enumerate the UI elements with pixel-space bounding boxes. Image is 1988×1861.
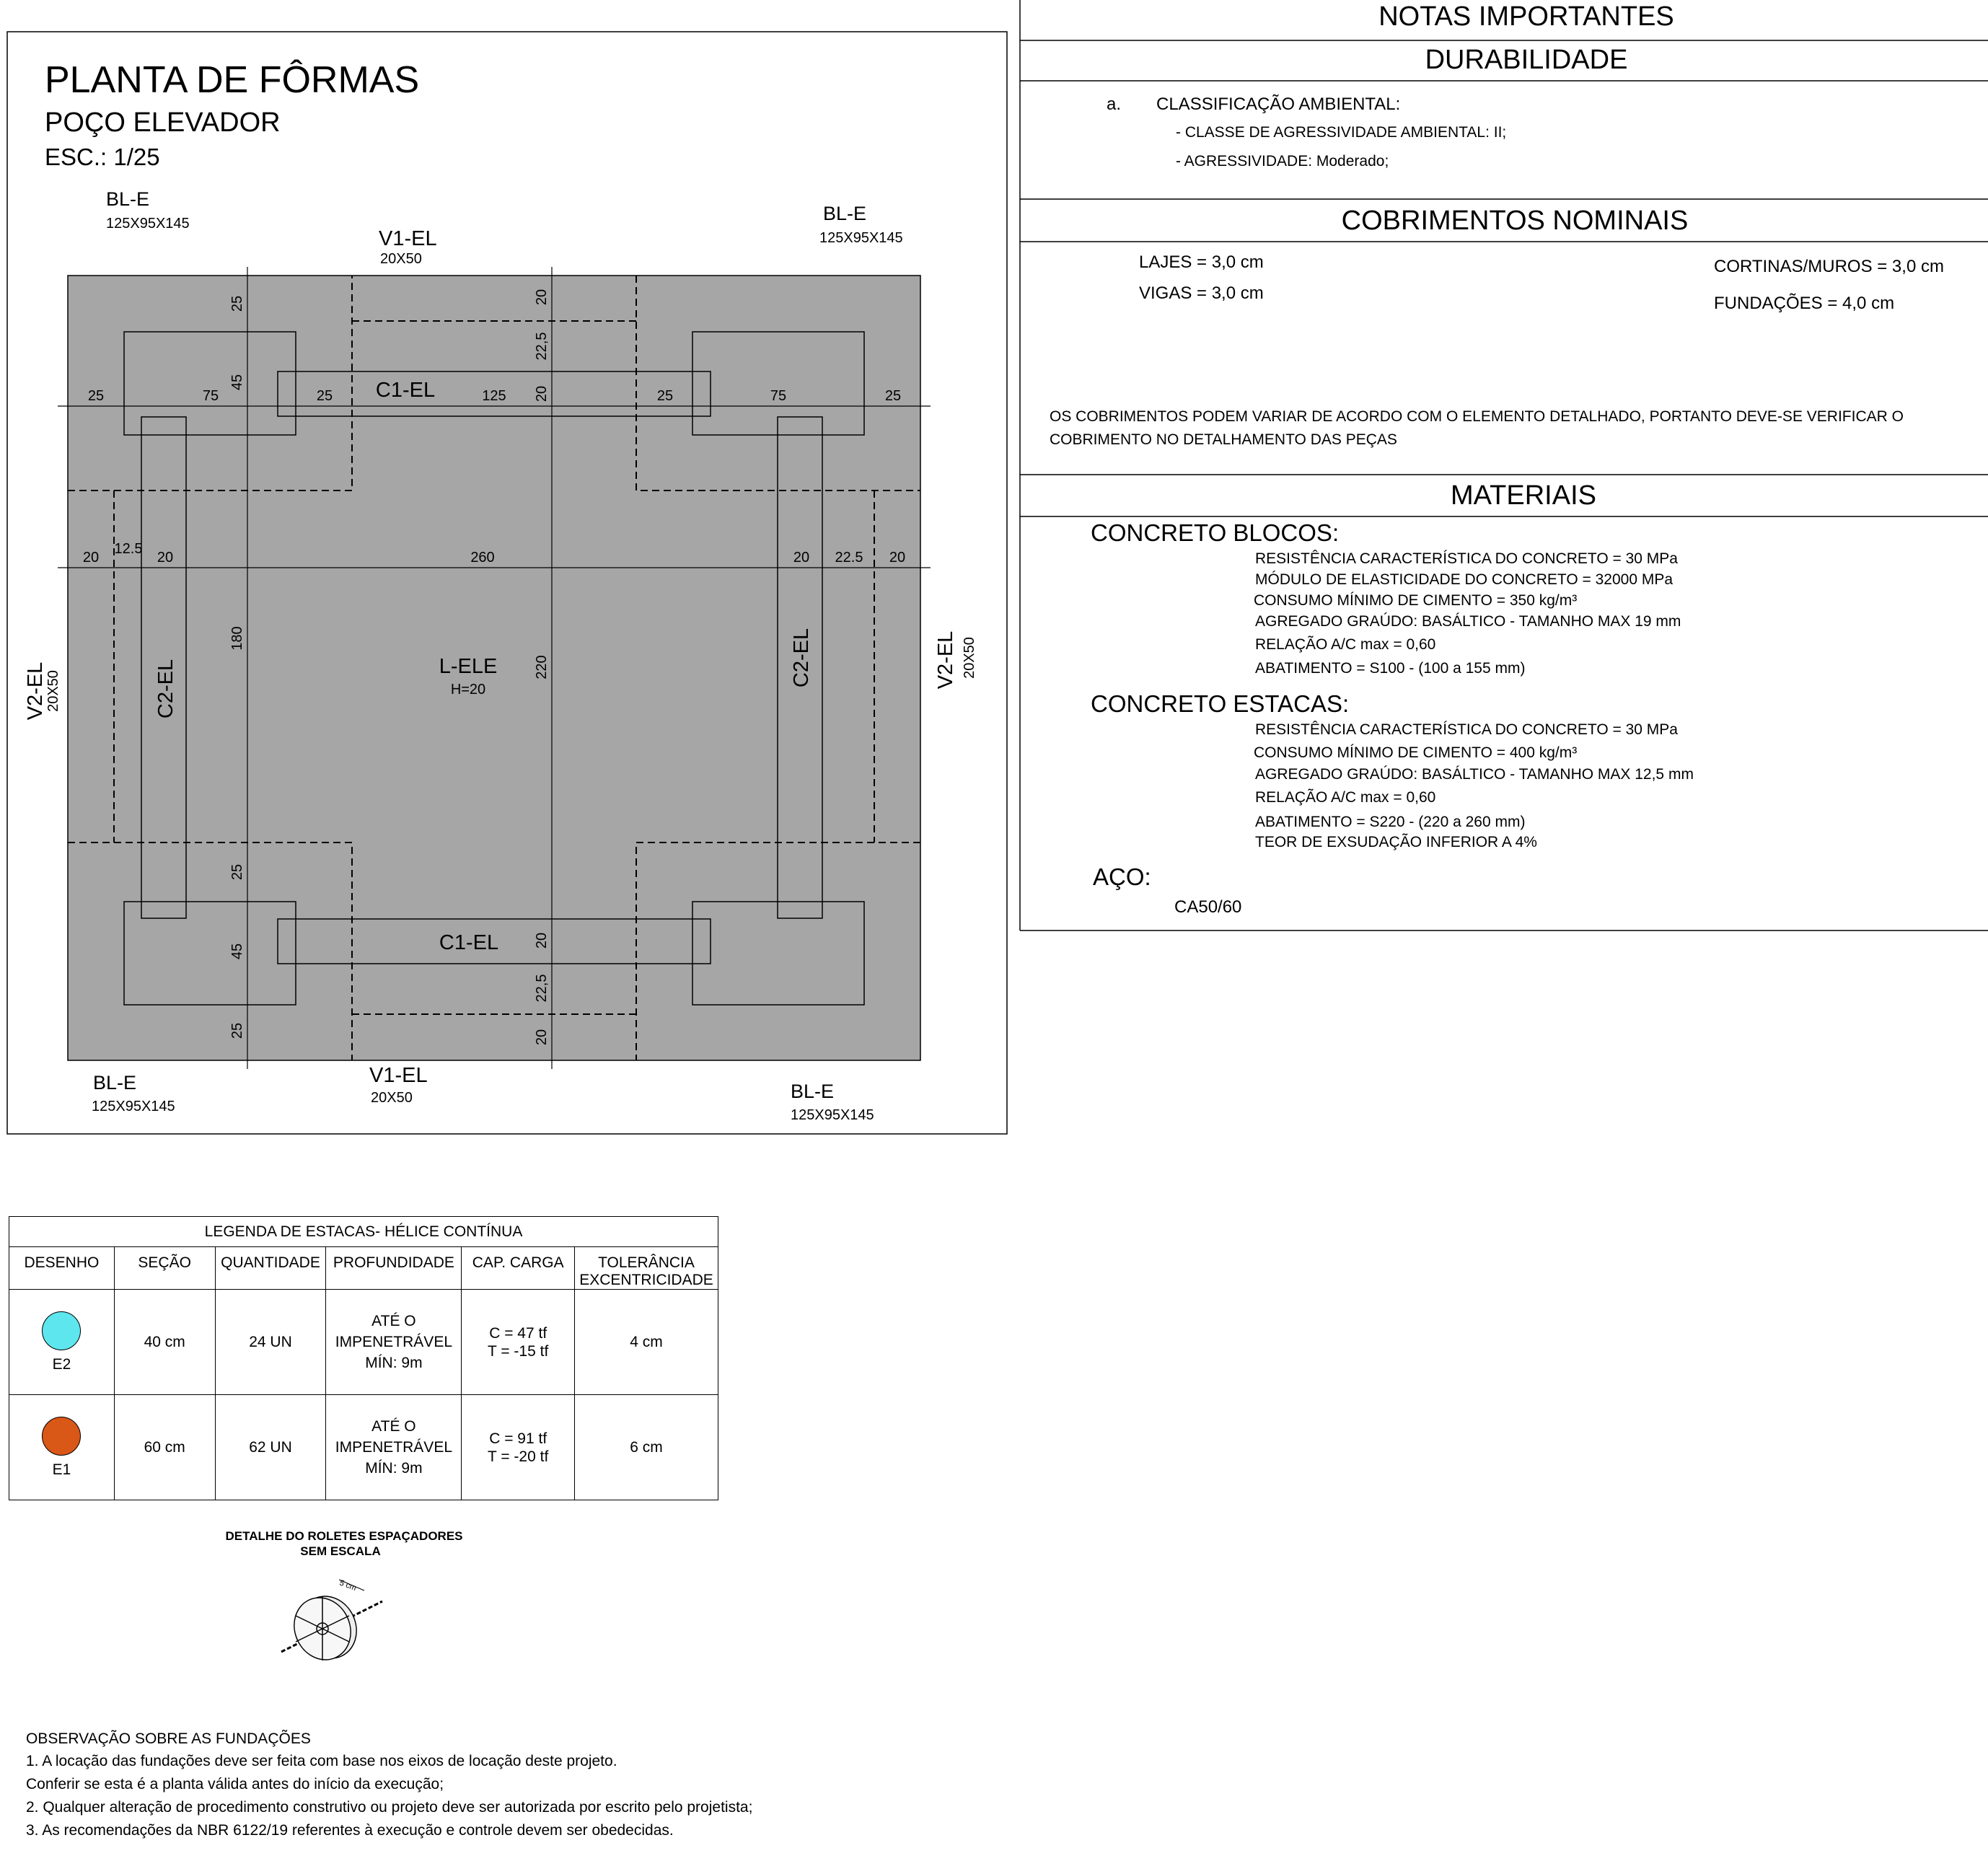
slab-height: H=20 xyxy=(450,682,486,698)
durability-line: - CLASSE DE AGRESSIVIDADE AMBIENTAL: II; xyxy=(1176,124,1507,141)
dim-text: 20 xyxy=(534,385,550,402)
observation-line: 2. Qualquer alteração de procedimento construtivo ou projeto deve ser autorizada por escrito pelo projetista; xyxy=(26,1799,753,1816)
durability-letter: a. xyxy=(1107,94,1122,114)
legend-header: PROFUNDIDADE xyxy=(326,1247,462,1290)
durability-heading: DURABILIDADE xyxy=(1425,45,1628,75)
pile-depth xyxy=(326,1290,462,1395)
pile-load xyxy=(462,1290,575,1395)
dim-text: 25 xyxy=(656,388,674,404)
v2-right-label: V2-EL xyxy=(934,630,957,690)
dim-text: 20 xyxy=(793,550,810,566)
pile-load xyxy=(462,1395,575,1500)
spacer-subtitle: SEM ESCALA xyxy=(300,1544,381,1558)
observation-line: Conferir se esta é a planta válida antes do início da execução; xyxy=(26,1776,444,1792)
dim-text: 25 xyxy=(316,388,333,404)
v1-top-size: 20X50 xyxy=(380,251,422,267)
piles-legend-table xyxy=(9,1216,718,1500)
piles-line: AGREGADO GRAÚDO: BASÁLTICO - TAMANHO MAX 12,5 mm xyxy=(1255,766,1694,783)
c2-left-label: C2-EL xyxy=(154,659,177,719)
block-label: BL-E xyxy=(106,188,150,210)
covers-note: OS COBRIMENTOS PODEM VARIAR DE ACORDO COM O ELEMENTO DETALHADO, PORTANTO DEVE-SE VERIFICAR O xyxy=(1050,408,1904,425)
dim-text: 22.5 xyxy=(835,550,863,566)
pile-depth-line: MÍN: 9m xyxy=(365,1460,423,1477)
pile-depth-line: MÍN: 9m xyxy=(365,1355,423,1371)
steel-value: CA50/60 xyxy=(1174,897,1242,917)
piles-line: ABATIMENTO = S220 - (220 a 260 mm) xyxy=(1255,814,1526,830)
covers-note: COBRIMENTO NO DETALHAMENTO DAS PEÇAS xyxy=(1050,431,1397,448)
block-size: 125X95X145 xyxy=(92,1099,175,1114)
table-row xyxy=(9,1395,718,1500)
durability-item-title: CLASSIFICAÇÃO AMBIENTAL: xyxy=(1156,94,1401,114)
dim-text: 220 xyxy=(534,655,550,679)
legend-drawing-cell xyxy=(9,1290,115,1395)
spacer-title: DETALHE DO ROLETES ESPAÇADORES xyxy=(225,1529,463,1543)
dim-text: 22,5 xyxy=(534,974,550,1003)
pile-quantity: 62 UN xyxy=(215,1395,326,1500)
blocks-line: AGREGADO GRAÚDO: BASÁLTICO - TAMANHO MAX 19 mm xyxy=(1255,613,1681,630)
cover-vigas: VIGAS = 3,0 cm xyxy=(1139,283,1264,303)
legend-header: QUANTIDADE xyxy=(215,1247,326,1290)
pile-depth-line: ATÉ O xyxy=(371,1313,416,1329)
dim-text: 45 xyxy=(229,943,245,960)
legend-header: SEÇÃO xyxy=(114,1247,215,1290)
dim-text: 180 xyxy=(229,626,245,651)
v1-top-label: V1-EL xyxy=(379,227,437,250)
plan-subtitle: POÇO ELEVADOR xyxy=(45,107,281,138)
dim-text: 25 xyxy=(87,388,105,404)
block-size: 125X95X145 xyxy=(819,230,903,246)
piles-line: CONSUMO MÍNIMO DE CIMENTO = 400 kg/m³ xyxy=(1254,744,1578,761)
pile-load-t: T = -15 tf xyxy=(488,1342,549,1360)
pile-section: 40 cm xyxy=(114,1290,215,1395)
dim-text: 20 xyxy=(534,289,550,306)
cover-cortinas: CORTINAS/MUROS = 3,0 cm xyxy=(1714,257,1944,276)
v1-bottom-size: 20X50 xyxy=(371,1090,413,1106)
pile-depth-line: IMPENETRÁVEL xyxy=(335,1439,453,1456)
dim-text: 25 xyxy=(884,388,902,404)
c2-right-label: C2-EL xyxy=(790,628,813,688)
c1-top-label: C1-EL xyxy=(375,379,436,402)
pile-section: 60 cm xyxy=(114,1395,215,1500)
pile-depth xyxy=(326,1395,462,1500)
pile-load-t: T = -20 tf xyxy=(488,1448,549,1465)
block-label: BL-E xyxy=(93,1072,137,1094)
blocks-line: RELAÇÃO A/C max = 0,60 xyxy=(1255,636,1436,653)
pile-tolerance: 4 cm xyxy=(575,1290,718,1395)
steel-title: AÇO: xyxy=(1093,863,1151,890)
notes-title: NOTAS IMPORTANTES xyxy=(1378,1,1674,32)
blocks-line: ABATIMENTO = S100 - (100 a 155 mm) xyxy=(1255,660,1526,677)
block-label: BL-E xyxy=(791,1081,835,1102)
pile-quantity: 24 UN xyxy=(215,1290,326,1395)
pile-load-c: C = 91 tf xyxy=(489,1430,547,1447)
pile-depth-line: IMPENETRÁVEL xyxy=(335,1334,453,1350)
plan-title: PLANTA DE FÔRMAS xyxy=(45,59,420,101)
table-row xyxy=(9,1290,718,1395)
dim-text: 125 xyxy=(482,388,506,404)
legend-title: LEGENDA DE ESTACAS- HÉLICE CONTÍNUA xyxy=(9,1217,718,1247)
spacer-dim: 5 cm xyxy=(338,1578,358,1593)
covers-heading: COBRIMENTOS NOMINAIS xyxy=(1341,206,1689,236)
materials-heading: MATERIAIS xyxy=(1451,480,1596,511)
observation-line: 3. As recomendações da NBR 6122/19 referentes à execução e controle devem ser obedecidas. xyxy=(26,1822,674,1839)
piles-concrete-title: CONCRETO ESTACAS: xyxy=(1091,690,1350,717)
piles-line: TEOR DE EXSUDAÇÃO INFERIOR A 4% xyxy=(1255,834,1537,850)
piles-line: RELAÇÃO A/C max = 0,60 xyxy=(1255,789,1436,806)
v1-bottom-label: V1-EL xyxy=(369,1064,428,1087)
durability-line: - AGRESSIVIDADE: Moderado; xyxy=(1176,153,1389,170)
block-label: BL-E xyxy=(823,203,867,224)
pile-tolerance: 6 cm xyxy=(575,1395,718,1500)
cover-fundacoes: FUNDAÇÕES = 4,0 cm xyxy=(1714,294,1895,313)
v2-right-size: 20X50 xyxy=(962,637,977,679)
legend-header: DESENHO xyxy=(9,1247,115,1290)
legend-header: CAP. CARGA xyxy=(462,1247,575,1290)
dim-text: 25 xyxy=(229,1022,245,1039)
v2-left-label: V2-EL xyxy=(24,661,47,721)
slab-label: L-ELE xyxy=(439,655,498,678)
block-size: 125X95X145 xyxy=(791,1107,874,1123)
dim-text: 20 xyxy=(157,550,174,566)
legend-drawing-cell xyxy=(9,1395,115,1500)
v2-left-size: 20X50 xyxy=(45,670,61,712)
dim-text: 20 xyxy=(82,550,100,566)
pile-e1-symbol-icon xyxy=(42,1417,81,1456)
piles-line: RESISTÊNCIA CARACTERÍSTICA DO CONCRETO = 30 MPa xyxy=(1255,721,1678,738)
spacer-roller-icon xyxy=(281,1580,382,1669)
block-size: 125X95X145 xyxy=(106,216,190,232)
dim-text: 260 xyxy=(470,550,495,566)
dim-text: 20 xyxy=(534,932,550,949)
pile-e2-symbol-icon xyxy=(42,1311,81,1350)
pile-depth-line: ATÉ O xyxy=(371,1418,416,1435)
plan-scale: ESC.: 1/25 xyxy=(45,144,160,170)
dim-text: 45 xyxy=(229,374,245,391)
blocks-concrete-title: CONCRETO BLOCOS: xyxy=(1091,519,1340,546)
dim-text: 12.5 xyxy=(114,541,143,557)
legend-header: TOLERÂNCIA EXCENTRICIDADE xyxy=(575,1247,718,1290)
pile-label: E2 xyxy=(52,1355,71,1373)
cover-lajes: LAJES = 3,0 cm xyxy=(1139,252,1264,272)
observation-line: 1. A locação das fundações deve ser feita com base nos eixos de locação deste projeto. xyxy=(26,1753,617,1769)
c1-bottom-label: C1-EL xyxy=(439,931,499,954)
dim-text: 20 xyxy=(534,1029,550,1046)
pile-load-c: C = 47 tf xyxy=(489,1324,547,1342)
dim-text: 75 xyxy=(202,388,219,404)
observations-title: OBSERVAÇÃO SOBRE AS FUNDAÇÕES xyxy=(26,1730,311,1747)
dims-top-row xyxy=(87,385,902,404)
dim-text: 25 xyxy=(229,863,245,881)
blocks-line: CONSUMO MÍNIMO DE CIMENTO = 350 kg/m³ xyxy=(1254,592,1578,609)
blocks-line: MÓDULO DE ELASTICIDADE DO CONCRETO = 32000 MPa xyxy=(1255,571,1673,588)
dim-text: 75 xyxy=(770,388,787,404)
dim-text: 25 xyxy=(229,295,245,312)
blocks-line: RESISTÊNCIA CARACTERÍSTICA DO CONCRETO = 30 MPa xyxy=(1255,550,1678,567)
dim-text: 20 xyxy=(889,550,906,566)
dim-text: 22,5 xyxy=(534,332,550,361)
pile-label: E1 xyxy=(52,1461,71,1478)
